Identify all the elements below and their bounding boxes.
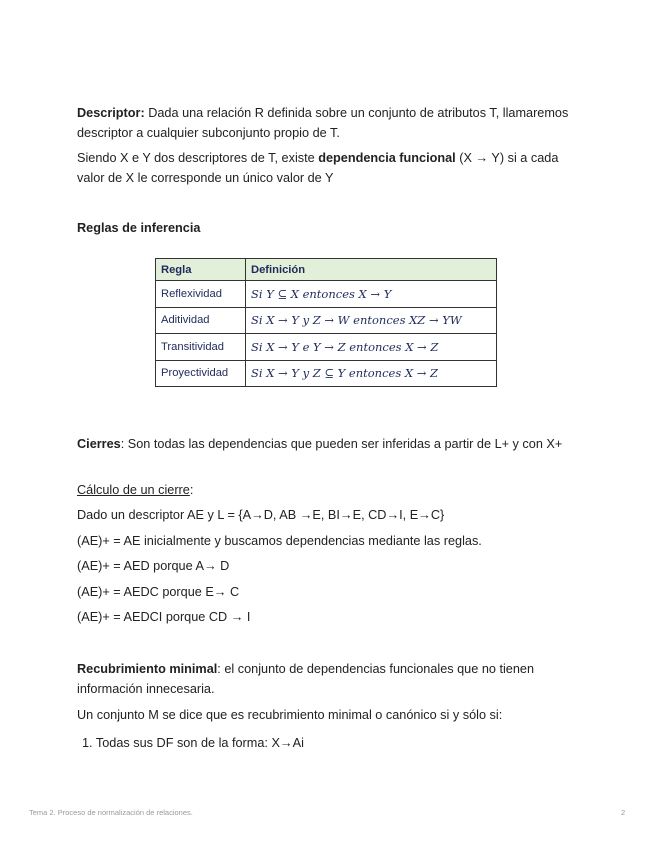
rule-name: Transitividad	[156, 334, 246, 361]
table-row	[156, 307, 497, 334]
rule-definition: Si Y ⊆ X entonces X → Y	[246, 281, 497, 308]
closure-line: Dado un descriptor AE y L = {A→D, AB →E, BI→E, CD→I, E→C}	[77, 508, 445, 522]
rule-definition: Si X → Y y Z ⊆ Y entonces X → Z	[246, 360, 497, 387]
minimal-cover-intro: Un conjunto M se dice que es recubrimiento minimal o canónico si y sólo si:	[77, 708, 503, 722]
descriptor-term: Descriptor:	[77, 106, 145, 120]
rule-name: Aditividad	[156, 307, 246, 334]
descriptor-text: Dada una relación R definida sobre un conjunto de atributos T, llamaremos descriptor a cualquier subconjunto propio de T.	[77, 106, 569, 140]
minimal-cover-paragraph	[77, 660, 582, 699]
dependency-term: dependencia funcional	[318, 151, 456, 165]
rule-name: Reflexividad	[156, 281, 246, 308]
dependency-post: (X → Y) si a cada valor de X le corresponde un único valor de Y	[77, 151, 559, 185]
table-row	[156, 281, 497, 308]
table-row	[156, 334, 497, 361]
closures-text: : Son todas las dependencias que pueden ser inferidas a partir de L+ y con X+	[120, 437, 563, 451]
closures-paragraph	[77, 435, 582, 455]
list-item: 1. Todas sus DF son de la forma: X→Ai	[82, 736, 304, 750]
calc-heading: Cálculo de un cierre:	[77, 483, 194, 497]
closures-term: Cierres	[77, 437, 121, 451]
footer-text: Tema 2. Proceso de normalización de relaciones.	[29, 808, 193, 817]
closure-line: (AE)+ = AED porque A→ D	[77, 559, 230, 573]
table-row	[156, 360, 497, 387]
page-number: 2	[621, 808, 626, 817]
closure-line: (AE)+ = AEDCI porque CD → I	[77, 610, 251, 624]
rules-table	[155, 258, 497, 387]
rules-heading: Reglas de inferencia	[77, 221, 201, 235]
rule-definition: Si X → Y y Z → W entonces XZ → YW	[246, 307, 497, 334]
closure-line: (AE)+ = AEDC porque E→ C	[77, 585, 240, 599]
minimal-cover-term: Recubrimiento minimal	[77, 662, 218, 676]
closure-line: (AE)+ = AE inicialmente y buscamos dependencias mediante las reglas.	[77, 534, 482, 548]
table-header-row	[156, 259, 497, 281]
header-rule: Regla	[156, 259, 246, 281]
dependency-pre: Siendo X e Y dos descriptores de T, existe	[77, 151, 319, 165]
dependency-paragraph	[77, 149, 582, 188]
minimal-cover-text: : el conjunto de dependencias funcionales que no tienen información innecesaria.	[77, 662, 535, 696]
rule-definition: Si X → Y e Y → Z entonces X → Z	[246, 334, 497, 361]
header-definition: Definición	[246, 259, 497, 281]
descriptor-paragraph	[77, 104, 582, 143]
rule-name: Proyectividad	[156, 360, 246, 387]
